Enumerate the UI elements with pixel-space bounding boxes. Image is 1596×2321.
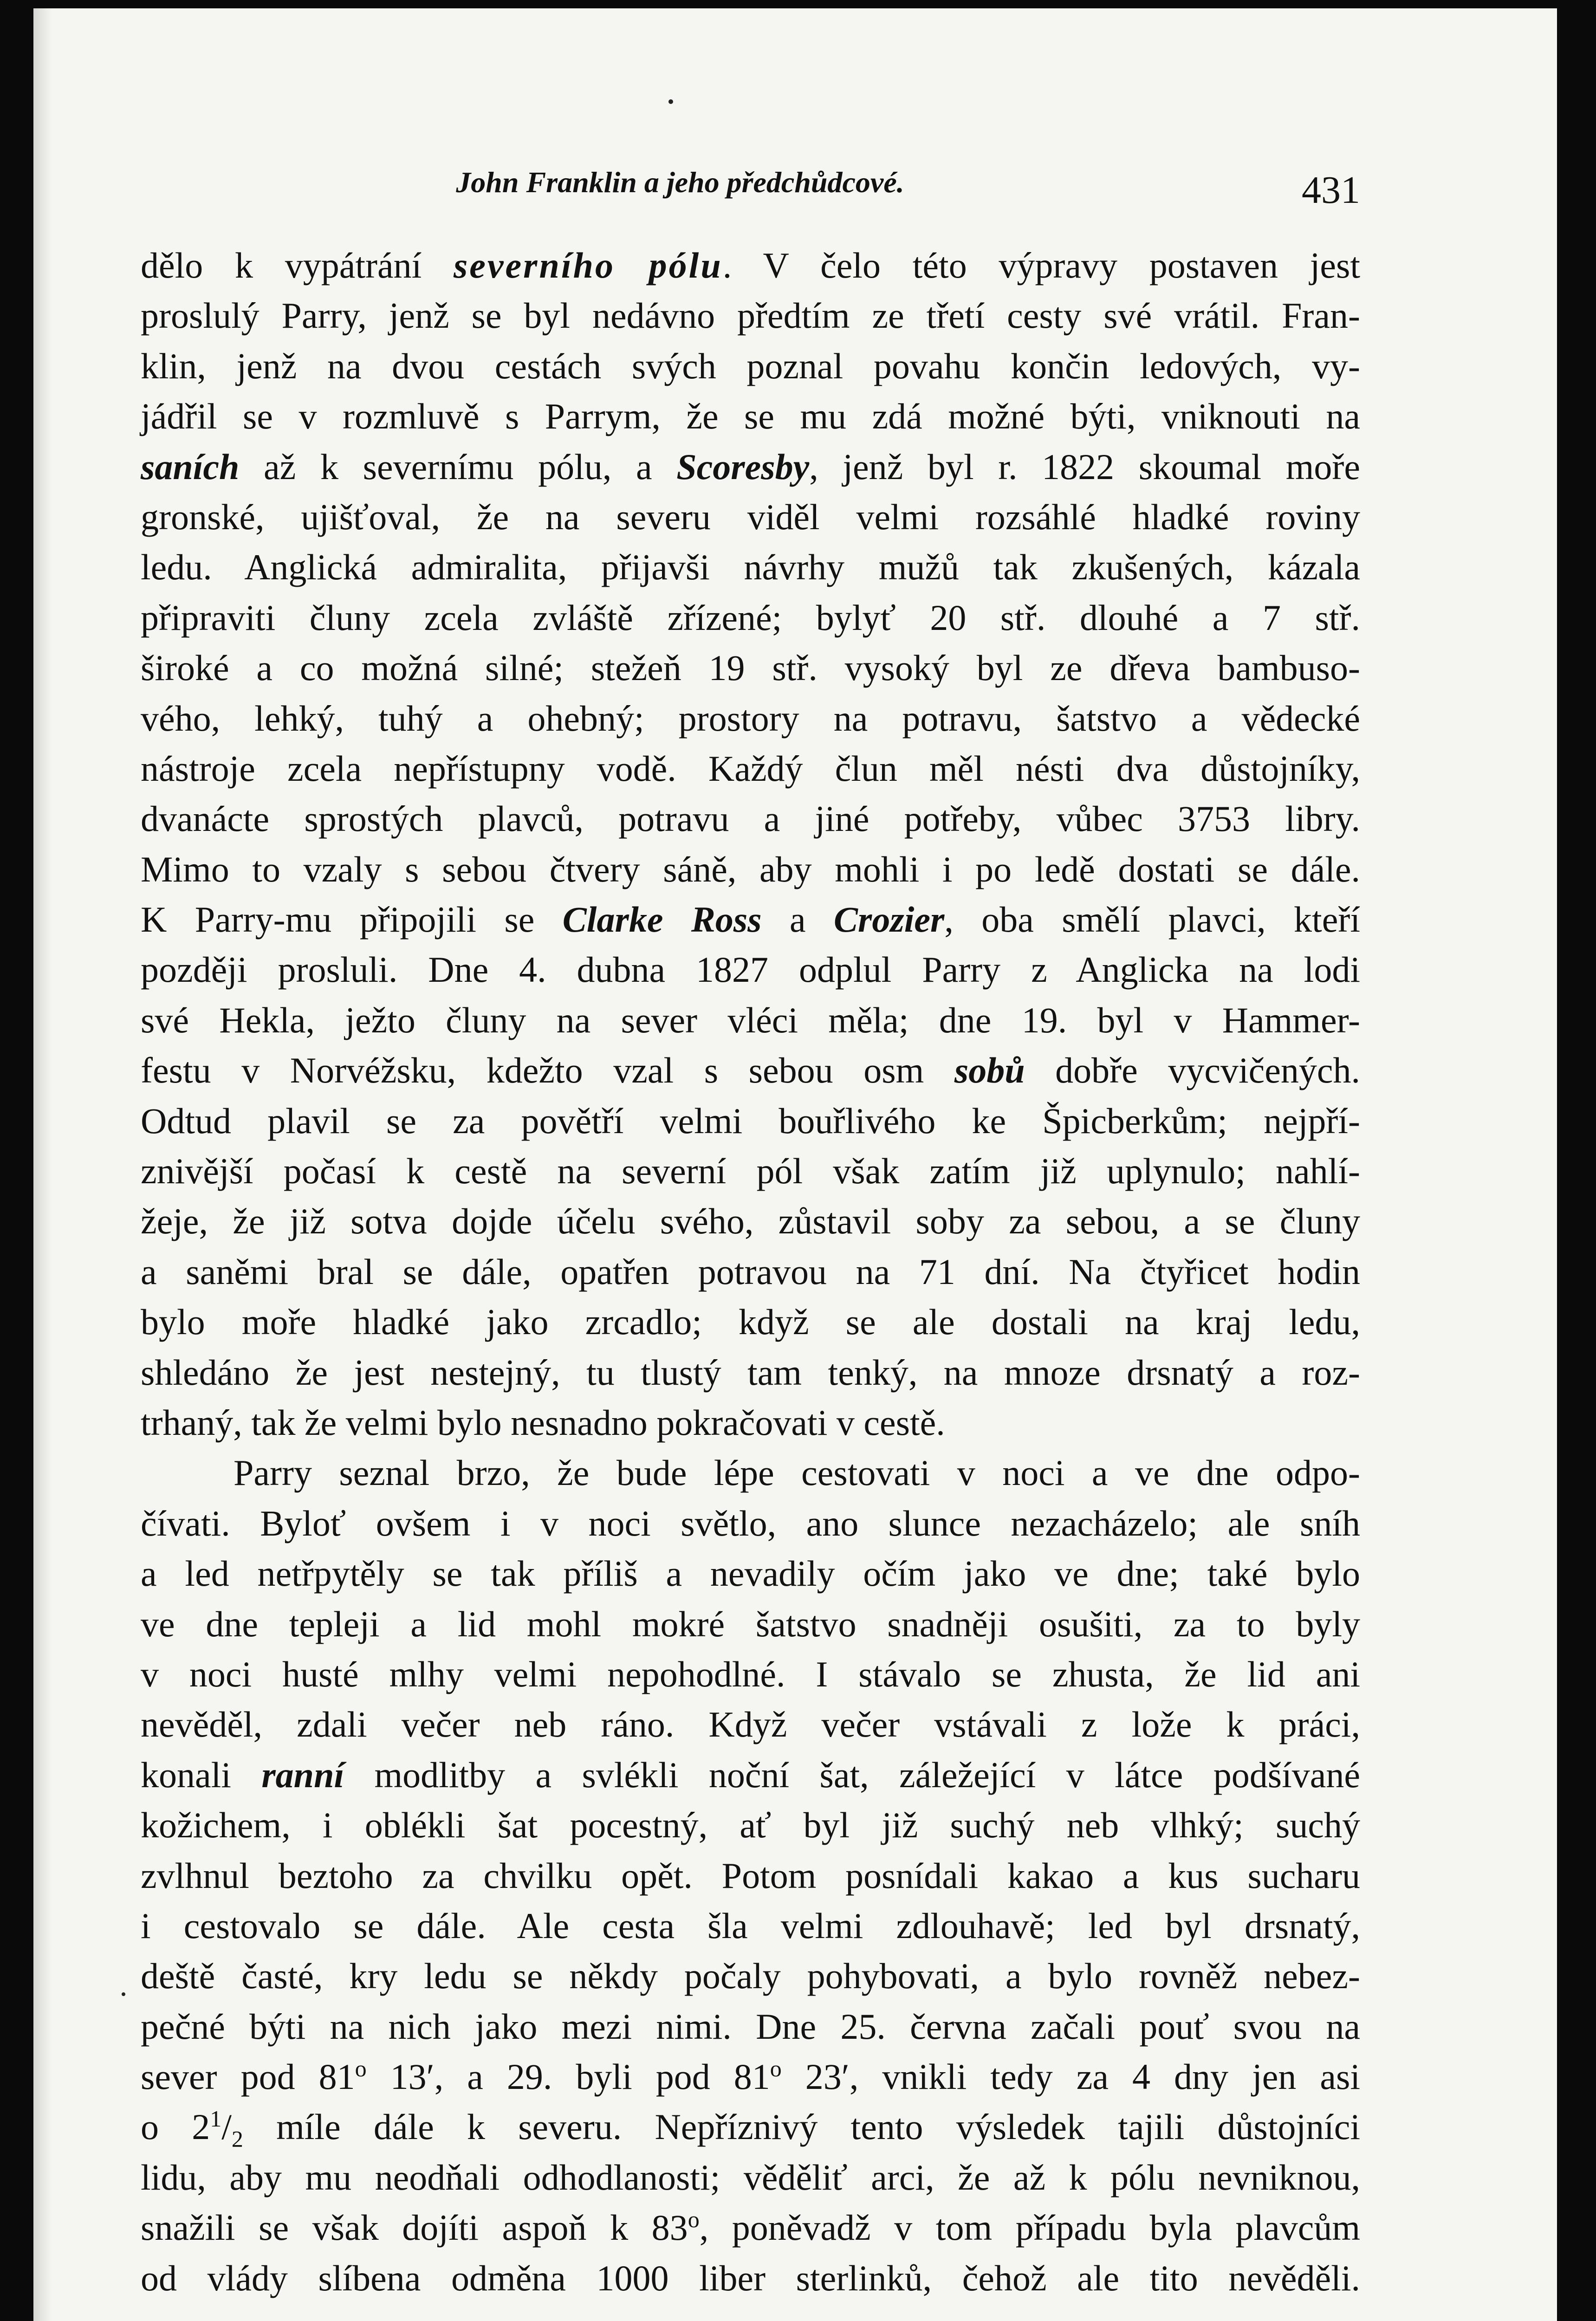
text-line: později prosluli. Dne 4. dubna 1827 odplul Parry z Anglicka na lodi — [141, 949, 1360, 990]
fraction-denominator: 2 — [231, 2126, 243, 2152]
text-run: až k severnímu pólu, a — [239, 446, 677, 487]
text-run: 23′, vnikli tedy za 4 dny jen asi — [781, 2056, 1360, 2097]
text-line: své Hekla, ježto čluny na sever vléci měla; dne 19. byl v Hammer- — [141, 999, 1360, 1040]
text-line — [141, 442, 1360, 492]
text-line — [141, 2203, 1360, 2253]
text-line: od vlády slíbena odměna 1000 liber sterlinků, čehož ale tito nevěděli. — [141, 2257, 1360, 2298]
text-line: dvanácte sprostých plavců, potravu a jiné potřeby, vůbec 3753 libry. — [141, 798, 1360, 839]
text-line — [141, 240, 1360, 291]
text-line: ledu. Anglická admiralita, přijavši návrhy mužů tak zkušených, kázala — [141, 547, 1360, 588]
degree-sign: o — [688, 2206, 700, 2233]
text-line: gronské, ujišťoval, že na severu viděl velmi rozsáhlé hladké roviny — [141, 496, 1360, 537]
text-line — [141, 2052, 1360, 2102]
paragraph-last-line: trhaný, tak že velmi bylo nesnadno pokračovati v cestě. — [141, 1402, 945, 1443]
text-run: , poněvadž v tom případu byla plavcům — [699, 2207, 1360, 2248]
text-line: široké a co možná silné; stežeň 19 stř. vysoký byl ze dřeva bambuso- — [141, 648, 1360, 688]
body-text — [141, 240, 1360, 2303]
text-line: klin, jenž na dvou cestách svých poznal povahu končin ledových, vy- — [141, 345, 1360, 386]
text-line: žeje, že již sotva dojde účelu svého, zůstavil soby za sebou, a se čluny — [141, 1201, 1360, 1242]
emphasis: sobů — [954, 1050, 1025, 1091]
text-run: festu v Norvéžsku, kdežto vzal s sebou osm — [141, 1050, 954, 1091]
emphasis: severního pólu — [453, 245, 723, 285]
emphasis: ranní — [261, 1754, 344, 1795]
text-line: ve dne tepleji a lid mohl mokré šatstvo snadněji osušiti, za to byly — [141, 1603, 1360, 1644]
page-number: 431 — [1302, 169, 1360, 212]
text-line — [141, 1045, 1360, 1096]
text-line: v noci husté mlhy velmi nepohodlné. I stávalo se zhusta, že lid ani — [141, 1653, 1360, 1694]
emphasis: Clarke Ross — [562, 899, 762, 940]
text-line: čívati. Byloť ovšem i v noci světlo, ano slunce nezacházelo; ale sníh — [141, 1503, 1360, 1543]
text-run: o 2 — [141, 2107, 210, 2147]
text-line: jádřil se v rozmluvě s Parrym, že se mu zdá možné býti, vniknouti na — [141, 396, 1360, 437]
fraction-slash: / — [221, 2107, 232, 2147]
text-run: 13′, a 29. byli pod 81 — [366, 2056, 770, 2097]
ink-speck — [668, 99, 673, 104]
text-line: kožichem, i oblékli šat pocestný, ať byl již suchý neb vlhký; suchý — [141, 1805, 1360, 1846]
text-line: bylo moře hladké jako zrcadlo; když se ale dostali na kraj ledu, — [141, 1302, 1360, 1342]
text-line: shledáno že jest nestejný, tu tlustý tam tenký, na mnoze drsnatý a roz- — [141, 1352, 1360, 1393]
text-line: zvlhnul beztoho za chvilku opět. Potom posnídali kakao a kus sucharu — [141, 1855, 1360, 1896]
running-title: John Franklin a jeho předchůdcové. — [456, 166, 904, 199]
text-run: dělo k vypátrání — [141, 245, 454, 285]
emphasis: saních — [141, 446, 240, 487]
text-line: pečné býti na nich jako mezi nimi. Dne 25. června začali pouť svou na — [141, 2006, 1360, 2047]
ink-speck — [122, 1992, 125, 1996]
emphasis: Crozier — [833, 899, 945, 940]
paragraph-first-line: Parry seznal brzo, že bude lépe cestovati v noci a ve dne odpo- — [234, 1452, 1360, 1493]
text-line: deště časté, kry ledu se někdy počaly pohybovati, a bylo rovněž nebez- — [141, 1956, 1360, 1997]
text-line: vého, lehký, tuhý a ohebný; prostory na potravu, šatstvo a vědecké — [141, 698, 1360, 739]
text-run: dobře vycvičených. — [1025, 1050, 1361, 1091]
text-run: , oba smělí plavci, kteří — [944, 899, 1360, 940]
page-edge-shadow — [33, 8, 52, 2321]
page-header — [139, 160, 1360, 216]
text-run: . V čelo této výpravy postaven jest — [722, 245, 1360, 285]
text-line — [141, 1750, 1360, 1800]
text-line: i cestovalo se dále. Ale cesta šla velmi zdlouhavě; led byl drsnatý, — [141, 1905, 1360, 1946]
degree-sign: o — [355, 2055, 367, 2082]
fraction-numerator: 1 — [210, 2106, 222, 2132]
text-run: sever pod 81 — [141, 2056, 355, 2097]
text-line: nevěděl, zdali večer neb ráno. Když večer vstávali z lože k práci, — [141, 1704, 1360, 1745]
degree-sign: o — [770, 2055, 782, 2082]
text-run: K Parry-mu připojili se — [141, 899, 563, 940]
text-line: a saněmi bral se dále, opatřen potravou na 71 dní. Na čtyřicet hodin — [141, 1251, 1360, 1292]
text-line — [141, 2102, 1360, 2152]
text-run: snažili se však dojíti aspoň k 83 — [141, 2207, 688, 2248]
text-run: konali — [141, 1754, 262, 1795]
text-run: , jenž byl r. 1822 skoumal moře — [809, 446, 1360, 487]
text-line — [141, 895, 1360, 945]
text-line: proslulý Parry, jenž se byl nedávno předtím ze třetí cesty své vrátil. Fran- — [141, 295, 1360, 336]
text-line: Mimo to vzaly s sebou čtvery sáně, aby mohli i po ledě dostati se dále. — [141, 849, 1360, 889]
text-run: míle dále k severu. Nepříznivý tento výsledek tajili důstojníci — [243, 2107, 1361, 2147]
emphasis: Scoresby — [676, 446, 810, 487]
text-line: a led netřpytěly se tak příliš a nevadily očím jako ve dne; také bylo — [141, 1553, 1360, 1594]
text-line: nástroje zcela nepřístupny vodě. Každý člun měl nésti dva důstojníky, — [141, 748, 1360, 789]
text-line: znivější počasí k cestě na severní pól však zatím již uplynulo; nahlí- — [141, 1151, 1360, 1192]
text-run: a — [761, 899, 834, 940]
text-line: Odtud plavil se za povětří velmi bouřlivého ke Špicberkům; nejpří- — [141, 1100, 1360, 1141]
text-run: modlitby a svlékli noční šat, záležející v látce podšívané — [344, 1754, 1360, 1795]
text-line: připraviti čluny zcela zvláště zřízené; bylyť 20 stř. dlouhé a 7 stř. — [141, 597, 1360, 638]
text-line: lidu, aby mu neodňali odhodlanosti; věděliť arci, že až k pólu nevniknou, — [141, 2157, 1360, 2198]
